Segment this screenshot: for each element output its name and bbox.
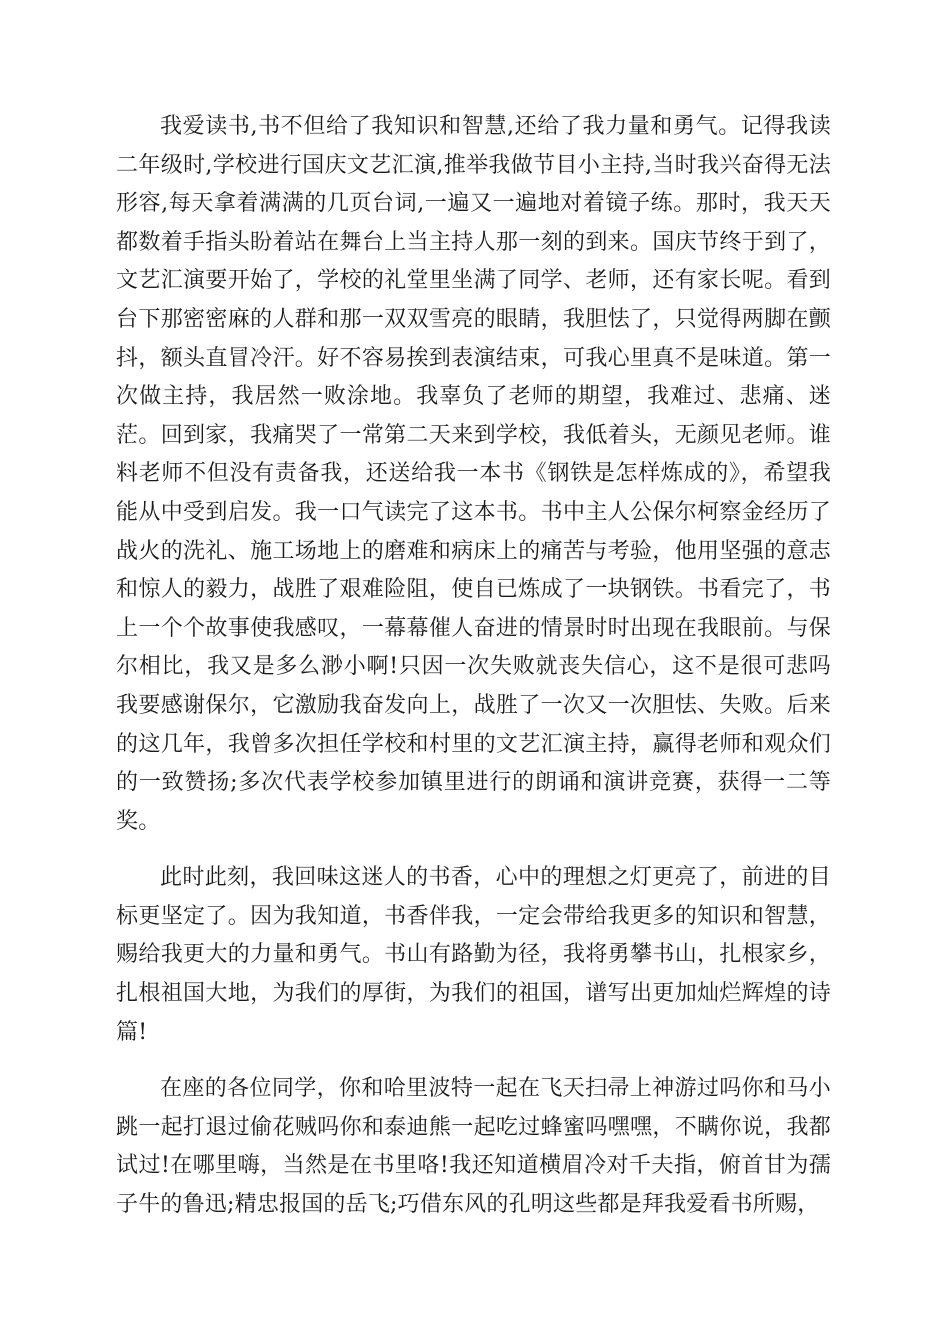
document-body: [116, 108, 831, 1225]
paragraph-reflection: 此时此刻，我回味这迷人的书香，心中的理想之灯更亮了，前进的目标更坚定了。因为我知道，书香伴我，一定会带给我更多的知识和智慧，赐给我更大的力量和勇气。书山有路勤为径，我将勇攀书山，扎根家乡，扎根祖国大地，为我们的厚街，为我们的祖国，谱写出更加灿烂辉煌的诗篇!: [116, 865, 831, 1045]
paragraph-address-classmates: 在座的各位同学，你和哈里波特一起在飞天扫帚上神游过吗你和马小跳一起打退过偷花贼吗你和泰迪熊一起吃过蜂蜜吗嘿嘿，不瞒你说，我都试过!在哪里嗨，当然是在书里咯!我还知道横眉冷对千夫指，俯首甘为孺子牛的鲁迅;精忠报国的岳飞;巧借东风的孔明这些都是拜我爱看书所赐，: [116, 1076, 831, 1218]
paragraph-reading-story: 我爱读书,书不但给了我知识和智慧,还给了我力量和勇气。记得我读二年级时,学校进行国庆文艺汇演,推举我做节目小主持,当时我兴奋得无法形容,每天拿着满满的几页台词,一遍又一遍地对着镜子练。那时，我天天都数着手指头盼着站在舞台上当主持人那一刻的到来。国庆节终于到了，文艺汇演要开始了，学校的礼堂里坐满了同学、老师，还有家长呢。看到台下那密密麻的人群和那一双双雪亮的眼睛，我胆怯了，只觉得两脚在颤抖，额头直冒冷汗。好不容易挨到表演结束，可我心里真不是味道。第一次做主持，我居然一败涂地。我辜负了老师的期望，我难过、悲痛、迷茫。回到家，我痛哭了一常第二天来到学校，我低着头，无颜见老师。谁料老师不但没有责备我，还送给我一本书《钢铁是怎样炼成的》，希望我能从中受到启发。我一口气读完了这本书。书中主人公保尔柯察金经历了战火的洗礼、施工场地上的磨难和病床上的痛苦与考验，他用坚强的意志和惊人的毅力，战胜了艰难险阻，使自已炼成了一块钢铁。书看完了，书上一个个故事使我感叹，一幕幕催人奋进的情景时时出现在我眼前。与保尔相比，我又是多么渺小啊!只因一次失败就丧失信心，这不是很可悲吗我要感谢保尔，它激励我奋发向上，战胜了一次又一次胆怯、失败。后来的这几年，我曾多次担任学校和村里的文艺汇演主持，赢得老师和观众们的一致赞扬;多次代表学校参加镇里进行的朗诵和演讲竞赛，获得一二等奖。: [116, 114, 831, 834]
